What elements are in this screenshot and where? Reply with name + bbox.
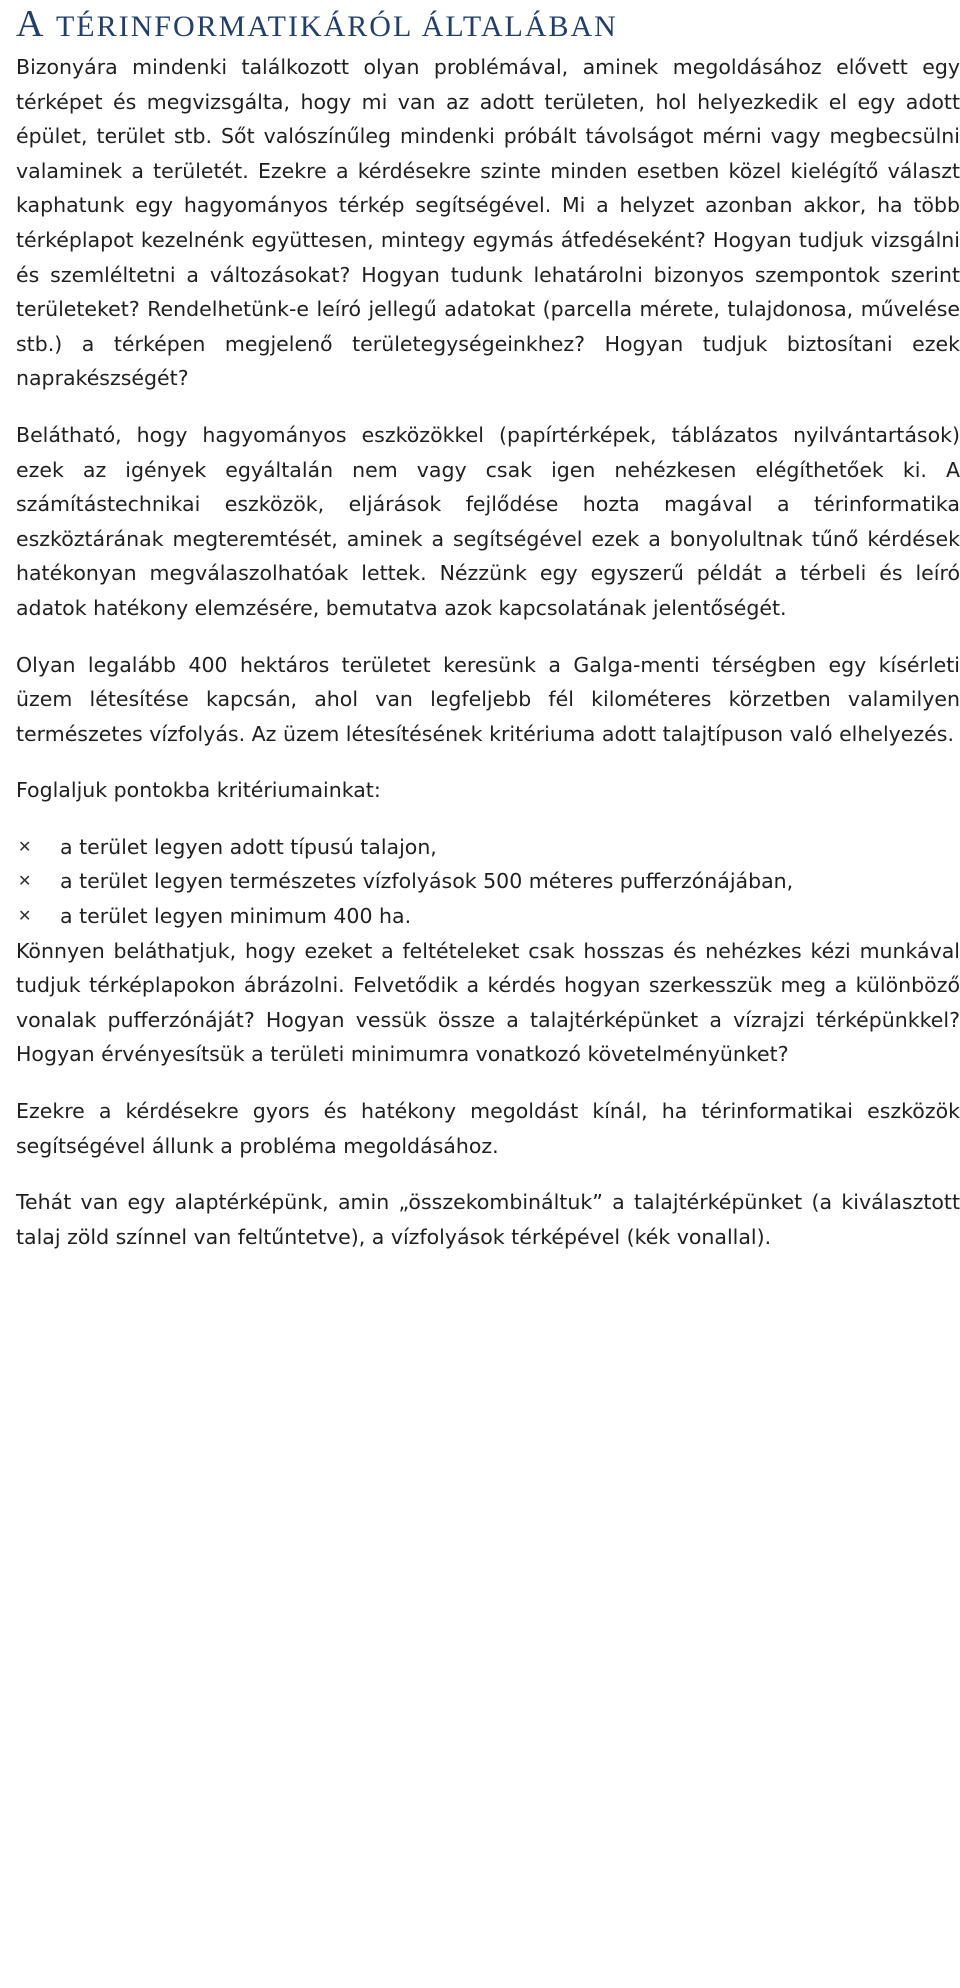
body-text [16,50,960,1276]
list-item [16,899,960,934]
x-mark-icon: ✕ [18,871,32,891]
list-item [16,864,960,899]
list-item-text: a terület legyen adott típusú talajon, [60,834,437,859]
paragraph-intro: Bizonyára mindenki találkozott olyan problémával, aminek megoldásához elővett egy térképet és megvizsgálta, hogy mi van az adott területen, hol helyezkedik el egy adott épület, terület stb. Sőt valószínűleg mindenki próbált távolságot mérni vagy megbecsülni valaminek a területét. Ezekre a kérdésekre szinte minden esetben közel kielégítő választ kaphatunk egy hagyományos térkép segítségével. Mi a helyzet azonban akkor, ha több térképlapot kezelnénk együttesen, mintegy egymás átfedéseként? Hogyan tudjuk vizsgálni és szemléltetni a változásokat? Hogyan tudunk lehatárolni bizonyos szempontok szerint területeket? Rendelhetünk-e leíró jellegű adatokat (parcella mérete, tulajdonosa, művelése stb.) a térképen megjelenő területegységeinkhez? Hogyan tudjuk biztosítani ezek naprakészségét? [16,55,960,391]
page-title [16,4,618,47]
title-text: TÉRINFORMATIKÁRÓL ÁLTALÁBAN [55,10,618,43]
criteria-list [16,830,960,934]
x-mark-icon: ✕ [18,906,32,926]
x-mark-icon: ✕ [18,836,32,856]
list-item-text: a terület legyen minimum 400 ha. [60,904,412,929]
list-item-text: a terület legyen természetes vízfolyások 500 méteres pufferzónájában, [60,869,794,894]
paragraph-basemap: Tehát van egy alaptérképünk, amin „összekombináltuk” a talajtérképünket (a kiválasztott talaj zöld színnel van feltűntetve), a vízfolyások térképével (kék vonallal). [16,1190,960,1249]
paragraph-criteria-intro: Foglaljuk pontokba kritériumainkat: [16,778,381,803]
paragraph-solution: Ezekre a kérdésekre gyors és hatékony megoldást kínál, ha térinformatikai eszközök segítségével állunk a probléma megoldásához. [16,1099,960,1158]
paragraph-tools: Belátható, hogy hagyományos eszközökkel (papírtérképek, táblázatos nyilvántartások) ezek az igények egyáltalán nem vagy csak igen nehézkesen elégíthetőek ki. A számítástechnikai eszközök, eljárások fejlődése hozta magával a térinformatika eszköztárának megteremtését, aminek a segítségével ezek a bonyolultnak tűnő kérdések hatékonyan megválaszolhatóak lettek. Nézzünk egy egyszerű példát a térbeli és leíró adatok hatékony elemzésére, bemutatva azok kapcsolatának jelentőségét. [16,422,960,620]
paragraph-example: Olyan legalább 400 hektáros területet keresünk a Galga-menti térségben egy kísérleti üzem létesítése kapcsán, ahol van legfeljebb fél kilométeres körzetben valamilyen természetes vízfolyás. Az üzem létesítésének kritériuma adott talajtípuson való elhelyezés. [16,652,960,746]
list-item [16,830,960,865]
title-initial: A [16,3,46,45]
paragraph-difficulty: Könnyen beláthatjuk, hogy ezeket a feltételeket csak hosszas és nehézkes kézi munkával tudjuk térképlapokon ábrázolni. Felvetődik a kérdés hogyan szerkesszük meg a különböző vonalak pufferzónáját? Hogyan vessük össze a talajtérképünket a vízrajzi térképünkkel? Hogyan érvényesítsük a területi minimumra vonatkozó követelményünket? [16,938,960,1067]
